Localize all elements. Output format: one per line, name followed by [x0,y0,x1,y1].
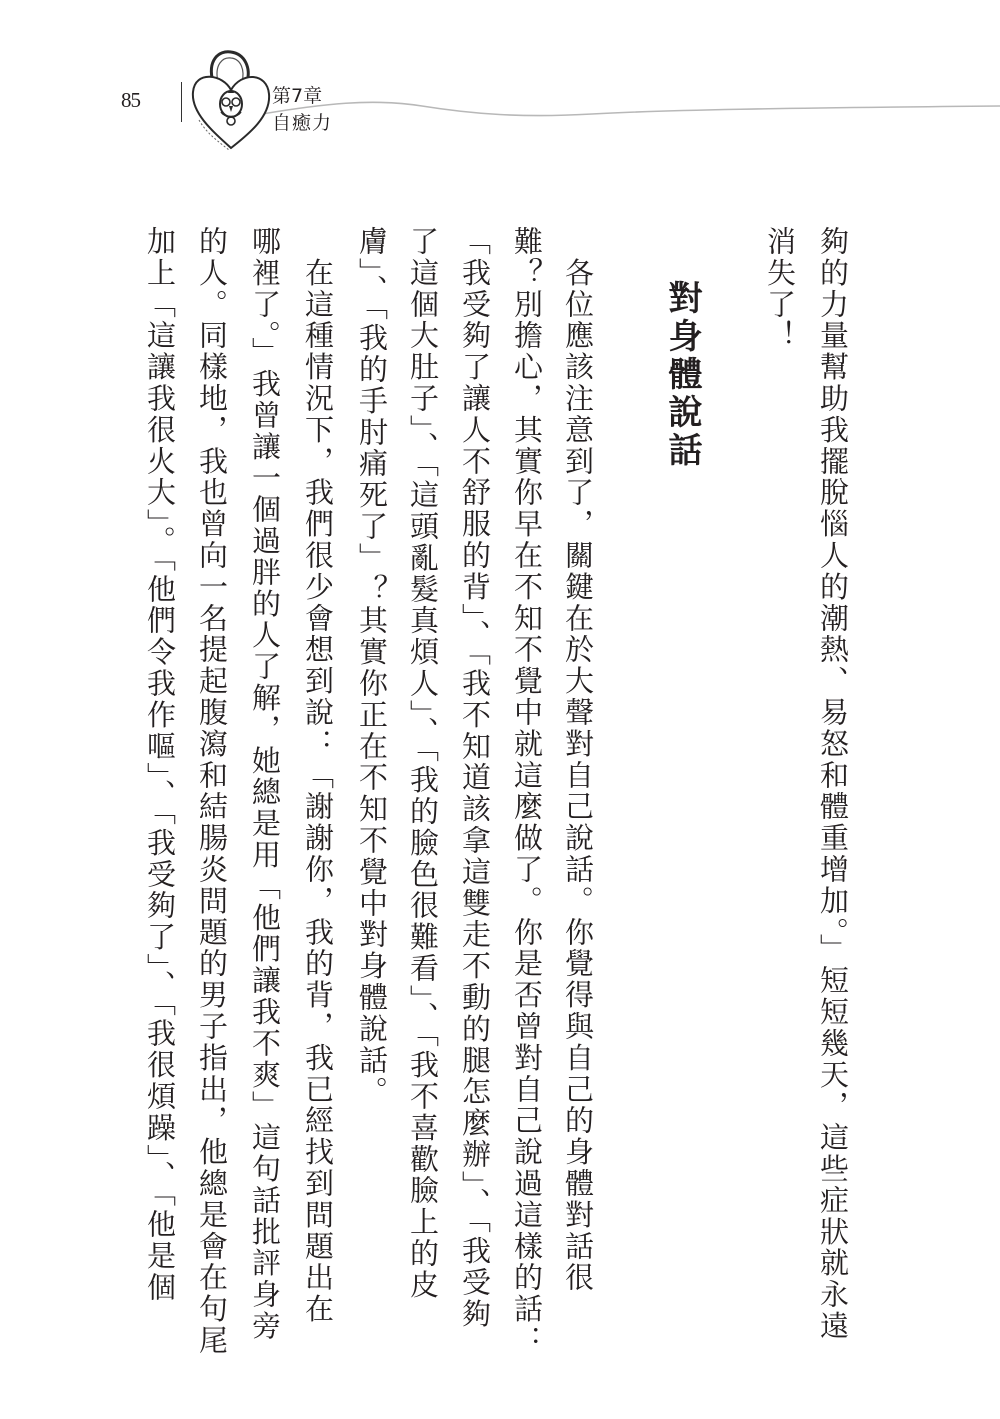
text-column: 夠的力量幫助我擺脫惱人的潮熱、易怒和體重增加。」短短幾天，這些症狀就永遠 [816,226,850,1342]
section-heading: 對身體說話 [662,280,702,470]
chapter-number: 第7章 [272,85,323,107]
heart-padlock-icon [185,46,277,154]
decorative-wave-line [262,90,1000,120]
text-column: 的人。同樣地，我也曾向一名提起腹瀉和結腸炎問題的男子指出，他總是會在句尾 [195,226,229,1357]
running-header [0,0,1000,160]
text-column: 消失了！ [763,226,797,352]
text-column: 「我受夠了讓人不舒服的背」、「我不知道該拿這雙走不動的腿怎麼辦」、「我受夠 [458,226,492,1330]
text-column: 哪裡了。」我曾讓一個過胖的人了解，她總是用「他們讓我不爽」這句話批評身旁 [248,226,282,1342]
text-column: 加上「這讓我很火大」。「他們令我作嘔」、「我受夠了」、「我很煩躁」、「他是個 [143,226,177,1304]
text-column: 了這個大肚子」、「這頭亂髮真煩人」、「我的臉色很難看」、「我不喜歡臉上的皮 [406,226,440,1301]
page-number: 85 [121,88,140,112]
header-divider [181,82,182,122]
text-column: 各位應該注意到了，關鍵在於大聲對自己說話。你覺得與自己的身體對話很 [561,226,595,1294]
text-column: 在這種情況下，我們很少會想到說：「謝謝你，我的背，我已經找到問題出在 [301,226,335,1325]
text-column: 難？別擔心，其實你早在不知不覺中就這麼做了。你是否曾對自己說過這樣的話： [510,226,544,1357]
chapter-title: 自癒力 [272,112,333,134]
text-column: 膚」、「我的手肘痛死了」？其實你正在不知不覺中對身體說話。 [355,226,389,1108]
